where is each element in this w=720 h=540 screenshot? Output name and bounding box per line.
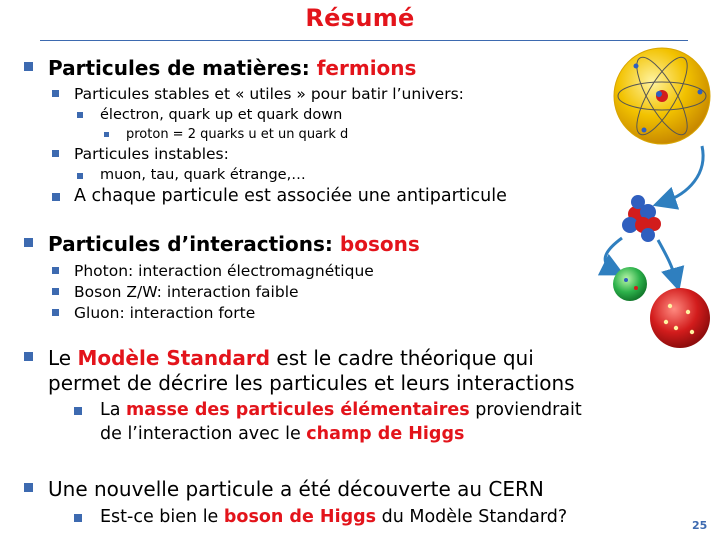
page-number: 25: [692, 519, 708, 532]
nucleus-illustration: [622, 195, 661, 242]
bullet-fermions: [24, 62, 33, 71]
bullet-standard-model: [24, 352, 33, 361]
higgs-boson-highlight: boson de Higgs: [223, 507, 377, 527]
mass-line2-prefix: de l’interaction avec le: [100, 424, 307, 444]
question-suffix: du Modèle Standard?: [376, 507, 568, 527]
boson-item-zw: Boson Z/W: interaction faible: [74, 283, 299, 301]
arrow-nucleus-to-green: [605, 238, 622, 270]
mass-prefix: La: [100, 400, 127, 420]
mass-highlight: masse des particules élémentaires: [126, 400, 470, 420]
bullet-photon: [52, 267, 59, 274]
title-divider: [40, 40, 688, 41]
red-particle-illustration: [650, 288, 710, 348]
bullet-proton: [104, 132, 109, 137]
green-particle-illustration: [613, 267, 647, 301]
standard-model-suffix: est le cadre théorique qui: [270, 346, 534, 370]
bullet-unstable-examples: [77, 173, 83, 179]
fermions-heading: [48, 56, 416, 80]
boson-item-photon: Photon: interaction électromagnétique: [74, 262, 374, 280]
discovery-text: Une nouvelle particule a été découverte au CERN: [48, 477, 544, 501]
mass-line2: [100, 424, 464, 444]
bullet-stable: [52, 90, 59, 97]
bullet-stable-examples: [77, 112, 83, 118]
standard-model-highlight: Modèle Standard: [77, 346, 271, 370]
standard-model-line1: [48, 346, 534, 370]
arrow-nucleus-to-red: [658, 240, 676, 280]
bullet-mass: [74, 407, 82, 415]
boson-item-gluon: Gluon: interaction forte: [74, 304, 256, 322]
bullet-zw: [52, 288, 59, 295]
atom-illustration: [614, 48, 710, 144]
particles-illustration: [596, 44, 720, 354]
bullet-gluon: [52, 309, 59, 316]
bullet-unstable: [52, 150, 59, 157]
proton-text: proton = 2 quarks u et un quark d: [126, 127, 349, 142]
bullet-bosons: [24, 238, 33, 247]
bosons-heading: [48, 232, 420, 256]
bullet-discovery: [24, 483, 33, 492]
bosons-highlight: bosons: [339, 232, 420, 256]
mass-suffix: proviendrait: [469, 400, 582, 420]
unstable-particles-text: Particules instables:: [74, 145, 229, 163]
stable-particles-text: Particules stables et « utiles » pour batir l’univers:: [74, 85, 464, 103]
arrow-atom-to-nucleus: [664, 146, 703, 202]
question-line: [100, 507, 567, 527]
higgs-field-highlight: champ de Higgs: [306, 424, 465, 444]
unstable-examples-text: muon, tau, quark étrange,…: [100, 167, 306, 183]
mass-line1: [100, 400, 582, 420]
bullet-antiparticle: [52, 193, 60, 201]
antiparticle-text: A chaque particule est associée une antiparticule: [74, 186, 507, 206]
fermions-heading-label: Particules de matières:: [48, 56, 317, 80]
stable-examples-text: électron, quark up et quark down: [100, 107, 343, 123]
bullet-question: [74, 514, 82, 522]
fermions-highlight: fermions: [316, 56, 417, 80]
question-prefix: Est-ce bien le: [100, 507, 224, 527]
bosons-heading-label: Particules d’interactions:: [48, 232, 340, 256]
standard-model-line2: permet de décrire les particules et leurs interactions: [48, 371, 575, 395]
slide-title: Résumé: [305, 4, 415, 32]
standard-model-prefix: Le: [48, 346, 78, 370]
